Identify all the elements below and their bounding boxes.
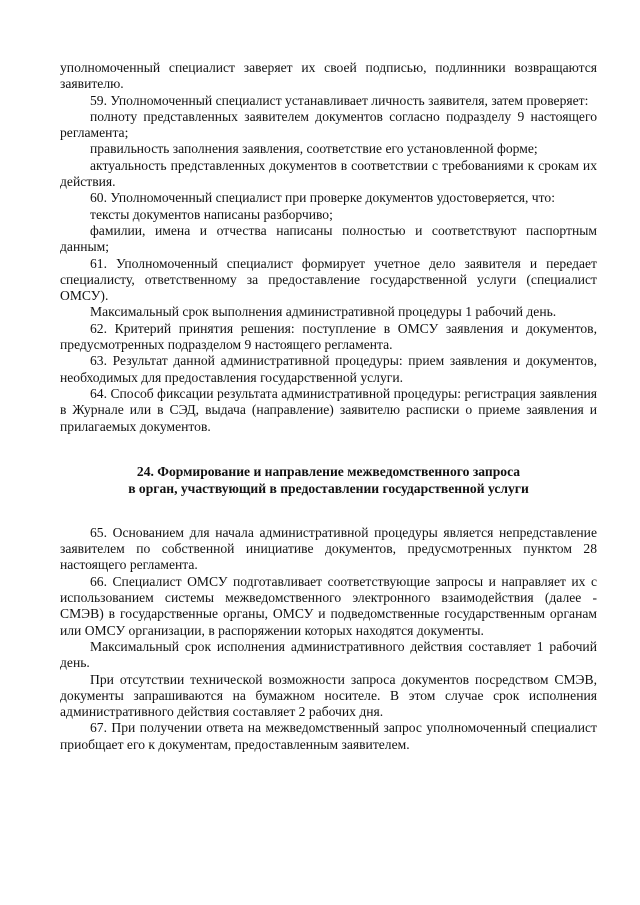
- paragraph: полноту представленных заявителем документов согласно подразделу 9 настоящего регламента;: [60, 108, 597, 141]
- document-body-bottom: [60, 525, 597, 753]
- paragraph: 62. Критерий принятия решения: поступление в ОМСУ заявления и документов, предусмотренных подразделом 9 настоящего регламента.: [60, 320, 597, 353]
- paragraph: фамилии, имена и отчества написаны полностью и соответствуют паспортным данным;: [60, 222, 597, 255]
- paragraph: Максимальный срок выполнения административной процедуры 1 рабочий день.: [90, 304, 557, 320]
- paragraph: 64. Способ фиксации результата административной процедуры: регистрация заявления в Журнале или в СЭД, выдача (направление) заявителю расписки о приеме заявления и прилагаемых документов.: [60, 385, 597, 434]
- paragraph: 60. Уполномоченный специалист при проверке документов удостоверяется, что:: [90, 190, 555, 206]
- paragraph: При отсутствии технической возможности запроса документов посредством СМЭВ, документы запрашиваются на бумажном носителе. В этом случае срок исполнения административного действия составляет 2 рабочих дня.: [60, 671, 597, 720]
- section-heading-line: в орган, участвующий в предоставлении государственной услуги: [128, 480, 529, 496]
- paragraph: 61. Уполномоченный специалист формирует учетное дело заявителя и передает специалисту, ответственному за предоставление государственной услуги (специалист ОМСУ).: [60, 255, 597, 304]
- paragraph: уполномоченный специалист заверяет их своей подписью, подлинники возвращаются заявителю.: [60, 60, 597, 92]
- document-page: [60, 60, 597, 753]
- paragraph: 59. Уполномоченный специалист устанавливает личность заявителя, затем проверяет:: [90, 92, 589, 108]
- paragraph: актуальность представленных документов в соответствии с требованиями к срокам их действия.: [60, 157, 597, 190]
- section-heading-line: 24. Формирование и направление межведомственного запроса: [136, 463, 521, 479]
- paragraph: правильность заполнения заявления, соответствие его установленной форме;: [90, 141, 538, 157]
- document-body-top: [60, 60, 597, 435]
- paragraph: 65. Основанием для начала административной процедуры является непредставление заявителем по собственной инициативе документов, предусмотренных пунктом 28 настоящего регламента.: [60, 524, 597, 573]
- paragraph: тексты документов написаны разборчиво;: [90, 206, 333, 222]
- paragraph: 66. Специалист ОМСУ подготавливает соответствующие запросы и направляет их с использованием системы межведомственного электронного взаимодействия (далее - СМЭВ) в государственные органы, ОМСУ и подведомственные государственным органам или ОМСУ организации, в распоряжении которых находятся документы.: [60, 573, 597, 638]
- paragraph: 63. Результат данной административной процедуры: прием заявления и документов, необходимых для предоставления государственной услуги.: [60, 353, 597, 385]
- paragraph: 67. При получении ответа на межведомственный запрос уполномоченный специалист приобщает его к документам, предоставленным заявителем.: [60, 720, 597, 752]
- section-heading: [60, 463, 597, 497]
- paragraph: Максимальный срок исполнения административного действия составляет 1 рабочий день.: [60, 638, 597, 671]
